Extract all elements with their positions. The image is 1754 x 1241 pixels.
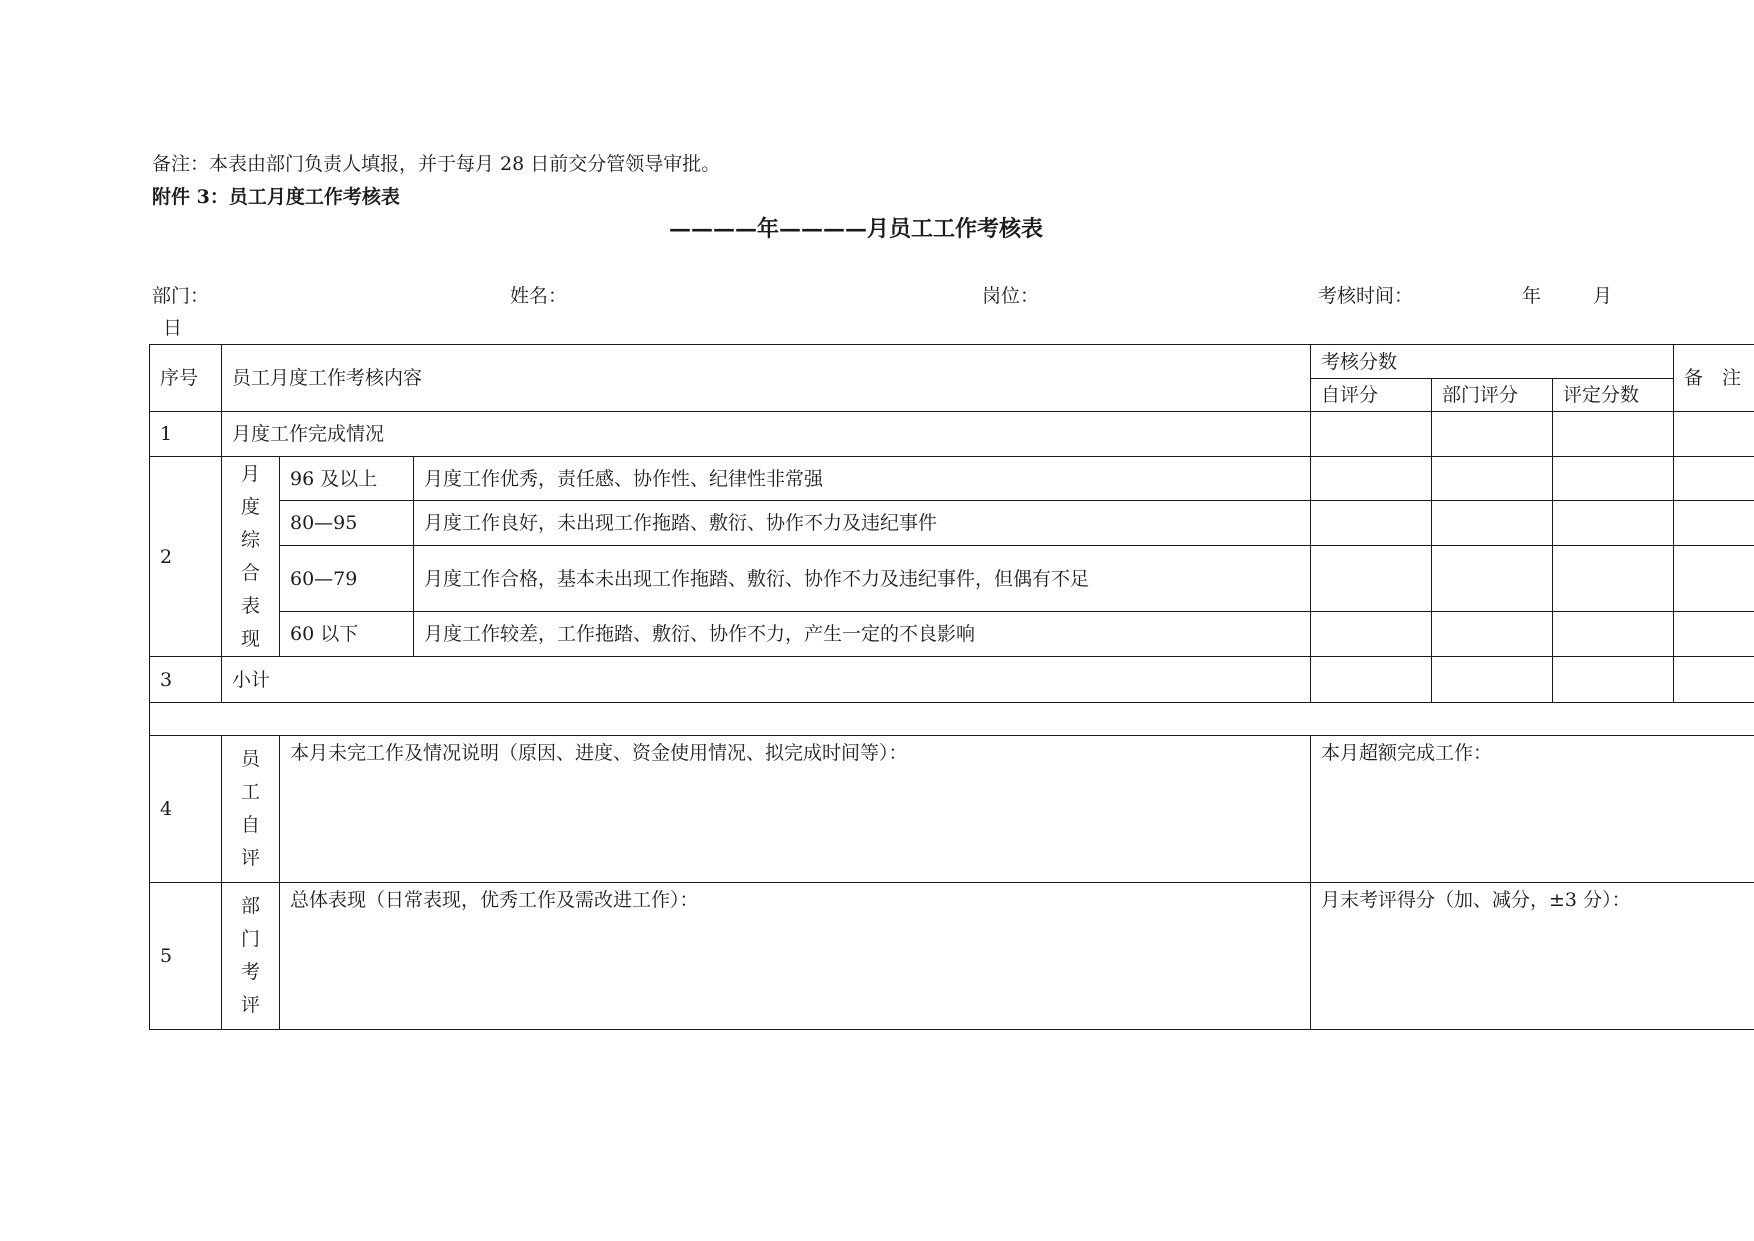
score-range: 80—95 [280, 501, 414, 546]
dept-score-cell[interactable] [1432, 657, 1553, 703]
dept-label: 部门： [152, 285, 210, 307]
score-range: 60 以下 [280, 612, 414, 657]
spacer-cell [150, 703, 1754, 736]
year-label: 年 [1522, 285, 1542, 307]
range-description: 月度工作良好，未出现工作拖踏、敷衍、协作不力及违纪事件 [414, 501, 1311, 546]
range-description: 月度工作较差，工作拖踏、敷衍、协作不力，产生一定的不良影响 [414, 612, 1311, 657]
extra-work-field[interactable]: 本月超额完成工作： [1311, 736, 1754, 883]
spacer-row [150, 703, 1754, 736]
final-score-cell[interactable] [1553, 501, 1674, 546]
group-label-text: 部门考评 [240, 895, 260, 1016]
final-score-cell[interactable] [1553, 412, 1674, 457]
row-content: 小计 [222, 657, 1311, 703]
header-dept-score: 部门评分 [1432, 379, 1553, 412]
time-label: 考核时间： [1318, 285, 1414, 307]
table-row [150, 501, 1754, 546]
self-score-cell[interactable] [1311, 657, 1432, 703]
self-score-cell[interactable] [1311, 612, 1432, 657]
row-index: 5 [150, 883, 222, 1030]
dept-score-cell[interactable] [1432, 612, 1553, 657]
final-score-cell[interactable] [1553, 457, 1674, 501]
table-row [150, 612, 1754, 657]
month-end-score-field[interactable]: 月末考评得分（加、减分，±3 分）： [1311, 883, 1754, 1030]
remark-cell[interactable] [1674, 501, 1754, 546]
self-score-cell[interactable] [1311, 501, 1432, 546]
position-label: 岗位： [982, 285, 1040, 307]
name-label: 姓名： [510, 285, 568, 307]
header-content: 员工月度工作考核内容 [222, 345, 1311, 412]
header-score: 考核分数 [1311, 345, 1674, 379]
final-score-cell[interactable] [1553, 612, 1674, 657]
dept-score-cell[interactable] [1432, 457, 1553, 501]
group-label-text: 月度综合表现 [240, 462, 260, 650]
self-score-cell[interactable] [1311, 412, 1432, 457]
final-score-cell[interactable] [1553, 546, 1674, 612]
group-label [222, 736, 280, 883]
day-label: 日 [163, 317, 183, 339]
table-row [150, 883, 1754, 1030]
group-label [222, 457, 280, 657]
row-index: 2 [150, 457, 222, 657]
row-index: 4 [150, 736, 222, 883]
table-row [150, 457, 1754, 501]
remark-cell[interactable] [1674, 612, 1754, 657]
range-description: 月度工作合格，基本未出现工作拖踏、敷衍、协作不力及违纪事件，但偶有不足 [414, 546, 1311, 612]
self-score-cell[interactable] [1311, 457, 1432, 501]
dept-score-cell[interactable] [1432, 546, 1553, 612]
overall-performance-field[interactable]: 总体表现（日常表现，优秀工作及需改进工作）： [280, 883, 1311, 1030]
row-content: 月度工作完成情况 [222, 412, 1311, 457]
table-row [150, 657, 1754, 703]
assessment-table [149, 344, 1754, 1030]
attachment-title: 附件 3：员工月度工作考核表 [152, 186, 400, 208]
table-row [150, 546, 1754, 612]
row-index: 3 [150, 657, 222, 703]
header-index: 序号 [150, 345, 222, 412]
remark-cell[interactable] [1674, 457, 1754, 501]
range-description: 月度工作优秀，责任感、协作性、纪律性非常强 [414, 457, 1311, 501]
header-final-score: 评定分数 [1553, 379, 1674, 412]
group-label-text: 员工自评 [240, 748, 260, 869]
dept-score-cell[interactable] [1432, 501, 1553, 546]
form-title: ————年————月员工工作考核表 [669, 216, 1044, 242]
table-row [150, 736, 1754, 883]
final-score-cell[interactable] [1553, 657, 1674, 703]
remark-cell[interactable] [1674, 412, 1754, 457]
score-range: 96 及以上 [280, 457, 414, 501]
table-row [150, 412, 1754, 457]
row-index: 1 [150, 412, 222, 457]
self-evaluation-field[interactable]: 本月未完工作及情况说明（原因、进度、资金使用情况、拟完成时间等）： [280, 736, 1311, 883]
header-remark: 备 注 [1674, 345, 1754, 412]
self-score-cell[interactable] [1311, 546, 1432, 612]
month-label: 月 [1593, 285, 1613, 307]
dept-score-cell[interactable] [1432, 412, 1553, 457]
score-range: 60—79 [280, 546, 414, 612]
header-self-score: 自评分 [1311, 379, 1432, 412]
remark-cell[interactable] [1674, 657, 1754, 703]
remark-cell[interactable] [1674, 546, 1754, 612]
note-text: 备注：本表由部门负责人填报，并于每月 28 日前交分管领导审批。 [152, 153, 721, 175]
group-label [222, 883, 280, 1030]
